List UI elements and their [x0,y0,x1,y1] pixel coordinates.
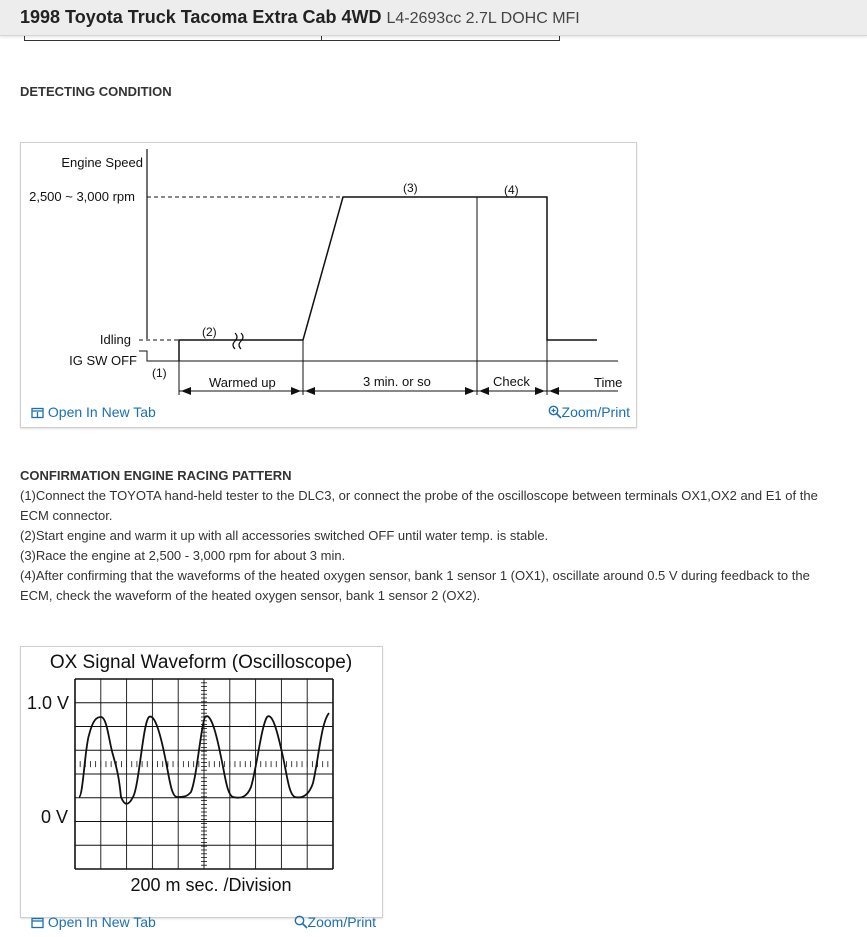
section-title-confirmation: CONFIRMATION ENGINE RACING PATTERN [20,468,292,483]
label-step-2: (2) [202,325,217,339]
x-division-label: 200 m sec. /Division [130,875,292,892]
step-text-2: (2)Start engine and warm it up with all accessories switched OFF until water temp. is stable. [20,528,549,543]
label-step-3: (3) [403,181,418,195]
label-idling: Idling [99,332,131,347]
label-step-1: (1) [152,366,167,380]
ox-waveform-diagram [21,647,382,892]
label-step-4: (4) [504,183,519,197]
zoom-print-link-2[interactable] [294,914,376,930]
page-title [20,6,580,30]
open-in-new-tab-link[interactable] [31,404,156,420]
label-engine-speed: Engine Speed [61,155,143,170]
zoom-print-label-2: Zoom/Print [307,914,376,930]
zoom-icon [548,405,562,419]
new-tab-icon [31,407,44,419]
step-text-1: (1)Connect the TOYOTA hand-held tester to the DLC3, or connect the probe of the oscilloscope between terminals OX1,OX2 and E1 of the ECM connector. [20,488,818,523]
label-warmed-up: Warmed up [209,375,276,390]
open-in-new-tab-label-2: Open In New Tab [47,914,156,930]
engine-speed-diagram [21,143,636,399]
zoom-print-link[interactable] [548,404,630,420]
open-in-new-tab-label: Open In New Tab [47,404,156,420]
figure-ox-waveform [20,646,383,930]
figure-links [21,399,636,427]
page-header [0,0,867,36]
section-title-detecting-condition: DETECTING CONDITION [20,84,172,99]
label-time: Time [594,375,623,390]
open-in-new-tab-link-2[interactable] [31,914,156,930]
zoom-icon [294,915,308,929]
procedure-steps [20,486,820,606]
label-check: Check [493,374,530,389]
label-three-min: 3 min. or so [363,374,431,389]
zoom-print-label: Zoom/Print [561,404,630,420]
label-0v: 0 V [41,807,69,827]
figure2-links [21,909,382,937]
label-rpm-range: 2,500 ~ 3,000 rpm [29,189,135,204]
figure-engine-speed-chart [20,142,637,428]
engine-spec: L4-2693cc 2.7L DOHC MFI [386,10,580,27]
label-1v: 1.0 V [27,693,70,713]
label-ig-sw-off: IG SW OFF [69,353,137,368]
step-text-3: (3)Race the engine at 2,500 - 3,000 rpm for about 3 min. [20,548,346,563]
new-tab-icon [31,917,44,929]
vehicle-title: 1998 Toyota Truck Tacoma Extra Cab 4WD [20,7,382,27]
step-text-4: (4)After confirming that the waveforms of the heated oxygen sensor, bank 1 sensor 1 (OX1), oscillate around 0.5 V during feedback to the ECM, check the waveform of the heated oxygen sensor, bank 1 sensor 2 (OX2). [20,568,810,603]
oscilloscope-grid [75,679,333,869]
waveform-title: OX Signal Waveform (Oscilloscope) [49,652,353,673]
